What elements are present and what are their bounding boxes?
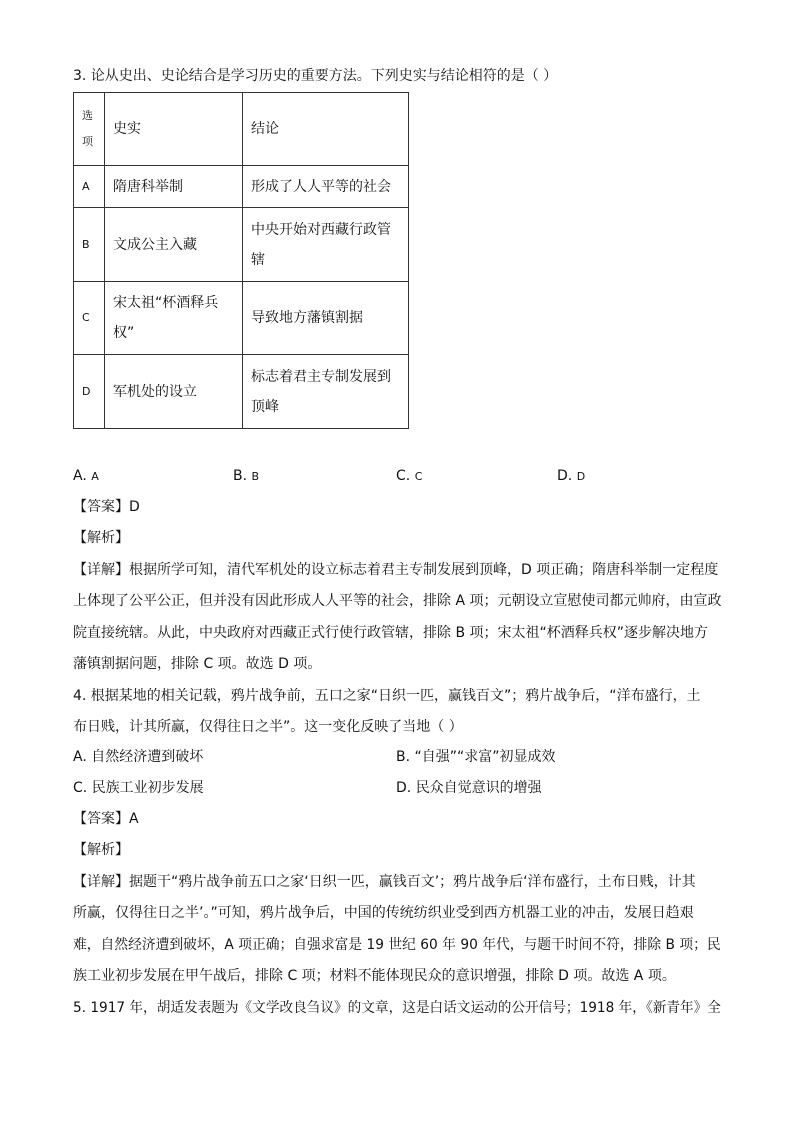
table-row [74,166,409,208]
table-row [74,208,409,282]
q3-analysis-title: 【解析】 [73,530,129,546]
header-fact: 史实 [105,93,243,166]
table-row [74,355,409,429]
choice-c[interactable] [73,778,204,798]
choice-text: 民众自觉意识的增强 [415,780,542,796]
q4-answer: 【答案】A [73,811,139,827]
q4-detail-line: 族工业初步发展在甲午战后，排除 C 项；材料不能体现民众的意识增强，排除 D 项。故选 A 项。 [73,968,676,984]
choice-d[interactable] [396,778,542,798]
choice-text: B [251,470,260,483]
table-header-row [74,93,409,166]
q3-detail-line: 藩镇割据问题，排除 C 项。故选 D 项。 [73,656,322,672]
question-5-stem-line: 5. 1917 年，胡适发表题为《文学改良刍议》的文章，这是白话文运动的公开信号；1918 年，《新青年》全 [73,1000,721,1016]
row-option: B [74,208,105,282]
choice-label: B. [396,749,411,765]
choice-text: C [414,470,423,483]
choice-label: D. [396,780,412,796]
choice-text: 自然经济遭到破坏 [91,749,204,765]
choice-text: D [576,470,586,483]
choice-d[interactable] [557,466,585,487]
choice-label: B. [233,468,248,484]
options-table [73,92,409,429]
header-option: 选 项 [74,93,105,166]
row-fact: 宋太祖“杯酒释兵 权” [105,282,243,355]
row-conclusion: 形成了人人平等的社会 [243,166,409,208]
question-4-stem-line: 布日贱，计其所赢，仅得往日之半”。这一变化反映了当地（ ） [73,719,463,735]
choice-text: 民族工业初步发展 [91,780,204,796]
row-fact: 军机处的设立 [105,355,243,429]
q4-detail-line: 难，自然经济遭到破坏，A 项正确；自强求富是 19 世纪 60 年 90 年代，与题干时间不符，排除 B 项；民 [73,937,721,953]
row-option: A [74,166,105,208]
choice-text: “自强”“求富”初显成效 [414,749,556,765]
choice-label: C. [73,780,88,796]
choice-b[interactable] [233,466,259,487]
q4-analysis-title: 【解析】 [73,842,129,858]
row-conclusion: 标志着君主专制发展到 顶峰 [243,355,409,429]
row-option: D [74,355,105,429]
row-conclusion: 导致地方藩镇割据 [243,282,409,355]
choice-c[interactable] [396,466,422,487]
choice-label: A. [73,749,87,765]
choice-label: D. [557,468,573,484]
choice-a[interactable] [73,747,203,767]
q3-detail-line: 【详解】根据所学可知，清代军机处的设立标志着君主专制发展到顶峰，D 项正确；隋唐科举制一定程度 [73,562,719,578]
row-option: C [74,282,105,355]
row-fact: 文成公主入藏 [105,208,243,282]
choice-a[interactable] [73,466,99,487]
q4-detail-line: 所赢，仅得往日之半’。”可知，鸦片战争后，中国的传统纺织业受到西方机器工业的冲击，发展日趋艰 [73,905,694,921]
row-conclusion: 中央开始对西藏行政管 辖 [243,208,409,282]
choice-text: A [91,470,99,483]
q3-answer: 【答案】D [73,499,140,515]
q3-detail-line: 院直接统辖。从此，中央政府对西藏正式行使行政管辖，排除 B 项；宋太祖“杯酒释兵权”逐步解决地方 [73,625,709,641]
question-3-stem: 3. 论从史出、史论结合是学习历史的重要方法。下列史实与结论相符的是（ ） [73,68,558,84]
choice-label: A. [73,468,87,484]
choice-b[interactable] [396,747,556,767]
q4-detail-line: 【详解】据题干“鸦片战争前五口之家‘日织一匹，赢钱百文’；鸦片战争后‘洋布盛行，土布日贱，计其 [73,874,696,890]
question-4-stem-line: 4. 根据某地的相关记载，鸦片战争前，五口之家“日织一匹，赢钱百文”；鸦片战争后，“洋布盛行，土 [73,688,701,704]
table-row [74,282,409,355]
choice-label: C. [396,468,411,484]
q3-detail-line: 上体现了公平公正，但并没有因此形成人人平等的社会，排除 A 项；元朝设立宣慰使司都元帅府，由宣政 [73,593,722,609]
row-fact: 隋唐科举制 [105,166,243,208]
header-conclusion: 结论 [243,93,409,166]
